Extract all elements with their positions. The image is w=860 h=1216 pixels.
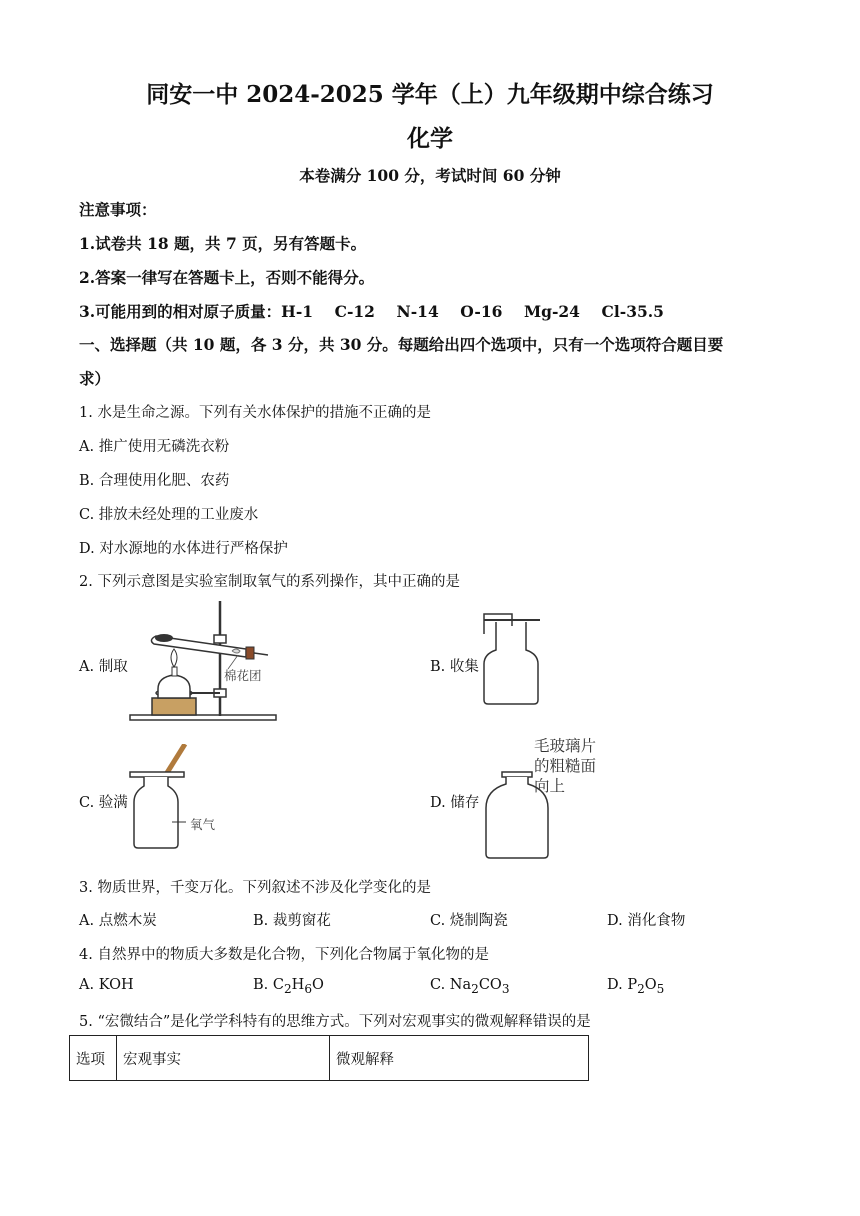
q1-option-a: A. 推广使用无磷洗衣粉	[79, 439, 230, 455]
q4-option-c: C. $Na_2CO_3$	[430, 977, 510, 996]
q5-stem: 5. “宏微结合”是化学学科特有的思维方式。下列对宏观事实的微观解释错误的是	[79, 1014, 591, 1030]
q1-stem: 1. 水是生命之源。下列有关水体保护的措施不正确的是	[79, 405, 431, 421]
q2-option-c: C. 验满	[79, 795, 128, 811]
table-header-row	[70, 1036, 589, 1081]
section-1-heading: 一、选择题（共 10 题，各 3 分，共 30 分。每题给出四个选项中，只有一个选项符合题目要	[79, 335, 724, 354]
section-1-heading-cont: 求）	[79, 369, 111, 388]
q1-option-d: D. 对水源地的水体进行严格保护	[79, 541, 288, 557]
q2-option-d: D. 储存	[430, 795, 480, 811]
exam-title: 同安一中 2024-2025 学年（上）九年级期中综合练习	[146, 81, 714, 108]
cotton-label: 棉花团	[224, 668, 262, 683]
q3-option-b: B. 裁剪窗花	[253, 913, 331, 929]
figure-heating-apparatus	[128, 597, 278, 729]
q3-option-c: C. 烧制陶瓷	[430, 913, 508, 929]
oxygen-label: 氧气	[190, 817, 216, 832]
note-2: 2.答案一律写在答题卡上，否则不能得分。	[79, 268, 375, 287]
exam-info: 本卷满分 100 分，考试时间 60 分钟	[299, 166, 561, 185]
figure-collecting-bottle	[476, 612, 548, 708]
q2-option-a: A. 制取	[79, 659, 128, 675]
glass-plate-note: 毛玻璃片 的粗糙面 向上	[534, 737, 597, 795]
q3-option-d: D. 消化食物	[607, 913, 686, 929]
table-header-cell: 微观解释	[330, 1036, 589, 1081]
table-header-cell: 选项	[70, 1036, 117, 1081]
q4-stem: 4. 自然界中的物质大多数是化合物，下列化合物属于氧化物的是	[79, 947, 489, 963]
q3-stem: 3. 物质世界，千变万化。下列叙述不涉及化学变化的是	[79, 880, 431, 896]
q4-option-d: D. $P_2O_5$	[607, 977, 665, 996]
q5-table	[69, 1035, 589, 1081]
q2-option-b: B. 收集	[430, 659, 479, 675]
q1-option-c: C. 排放未经处理的工业废水	[79, 507, 259, 523]
figure-check-full	[128, 744, 190, 850]
q2-stem: 2. 下列示意图是实验室制取氧气的系列操作，其中正确的是	[79, 574, 460, 590]
notes-heading: 注意事项：	[79, 200, 157, 219]
note-1: 1.试卷共 18 题，共 7 页，另有答题卡。	[79, 234, 367, 253]
q1-option-b: B. 合理使用化肥、农药	[79, 473, 230, 489]
q3-option-a: A. 点燃木炭	[79, 913, 157, 929]
q4-option-a: A. KOH	[79, 977, 134, 993]
note-3: 3.可能用到的相对原子质量：H-1 C-12 N-14 O-16 Mg-24 Cl-35.5	[79, 302, 664, 321]
subject-title: 化学	[407, 125, 453, 152]
q4-option-b: B. $C_2H_6O$	[253, 977, 324, 996]
table-header-cell: 宏观事实	[117, 1036, 330, 1081]
